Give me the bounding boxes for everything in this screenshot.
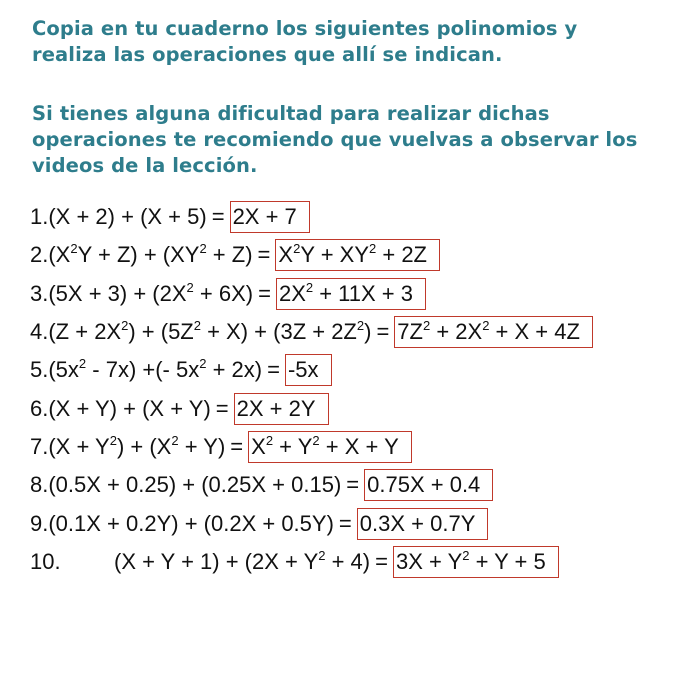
help-line-3: videos de la lección. [32, 154, 258, 177]
equals-sign: = [375, 548, 388, 574]
exercise-row [30, 198, 690, 236]
answer-box: 2X + 7 [230, 201, 310, 233]
exercise-row [30, 466, 690, 504]
exercise-expression: (X + Y) + (X + Y) [48, 395, 211, 421]
answer-box: $X^2 + Y^2 + X + Y$ [248, 431, 412, 463]
help-line-2: operaciones te recomiendo que vuelvas a observar los [32, 128, 638, 151]
exercise-number: 1. [30, 204, 49, 230]
exercise-row [30, 275, 690, 313]
exercise-row [30, 543, 690, 581]
answer-box: 0.3X + 0.7Y [357, 508, 489, 540]
instructions-line-1: Copia en tu cuaderno los siguientes polinomios y [32, 17, 578, 40]
exercise-number: 3. [30, 280, 49, 306]
help-line-1: Si tienes alguna dificultad para realizar dichas [32, 102, 550, 125]
exercise-expression: $(X + Y^2) + (X^2 + Y)$ [48, 432, 226, 459]
exercise-row [30, 313, 690, 351]
equals-sign: = [230, 433, 244, 459]
exercise-number: 2. [30, 242, 49, 268]
answer-box: $X^2Y + XY^2 + 2Z$ [275, 239, 440, 271]
equals-sign: = [376, 319, 390, 345]
exercise-row [30, 351, 690, 389]
exercise-expression: $(Z + 2X^2) + (5Z^2 + X) + (3Z + 2Z^2)$ [48, 318, 372, 345]
exercise-number: 5. [30, 357, 49, 383]
exercise-row [30, 428, 690, 466]
exercise-expression: $(5X + 3) + (2X^2 + 6X)$ [48, 279, 254, 306]
equals-sign: = [211, 204, 225, 230]
exercise-expression: $(5x^2 - 7x)$ +(- $5x^2 + 2x$) [48, 356, 263, 383]
answer-box: 2X + 2Y [234, 393, 329, 425]
exercise-number: 7. [30, 433, 49, 459]
equals-sign: = [267, 357, 280, 383]
exercise-expression: (0.1X + 0.2Y) + (0.2X + 0.5Y) [48, 510, 334, 536]
exercise-number: 4. [30, 319, 49, 345]
equals-sign: = [257, 242, 271, 268]
instructions-line-2: realiza las operaciones que allí se indican. [32, 43, 503, 66]
exercise-number: 6. [30, 395, 49, 421]
equals-sign: = [338, 510, 352, 536]
exercise-expression: (X + 2) + (X + 5) [48, 204, 207, 230]
equals-sign: = [215, 395, 229, 421]
exercise-row [30, 389, 690, 427]
equals-sign: = [346, 472, 360, 498]
exercise-number: 9. [30, 510, 49, 536]
answer-box: -5x [285, 354, 332, 386]
instructions-paragraph [32, 16, 682, 68]
exercise-expression: $(X + Y + 1) + (2X + Y^2 + 4)$ [114, 547, 371, 574]
answer-box: $7Z^2 + 2X^2 + X + 4Z$ [394, 316, 593, 348]
exercise-expression: (0.5X + 0.25) + (0.25X + 0.15) [48, 472, 342, 498]
answer-box: $2X^2 + 11X + 3$ [276, 278, 426, 310]
exercise-number: 10. [30, 548, 61, 574]
exercise-row [30, 236, 690, 274]
answer-box: 0.75X + 0.4 [364, 469, 493, 501]
exercise-list [30, 198, 690, 581]
exercise-expression: $(X^2Y + Z) + (XY^2 + Z)$ [48, 241, 253, 268]
equals-sign: = [258, 280, 271, 306]
exercise-row [30, 504, 690, 542]
answer-box: $3X + Y^2 + Y + 5$ [393, 546, 559, 578]
help-paragraph [32, 101, 682, 179]
exercise-number: 8. [30, 472, 49, 498]
